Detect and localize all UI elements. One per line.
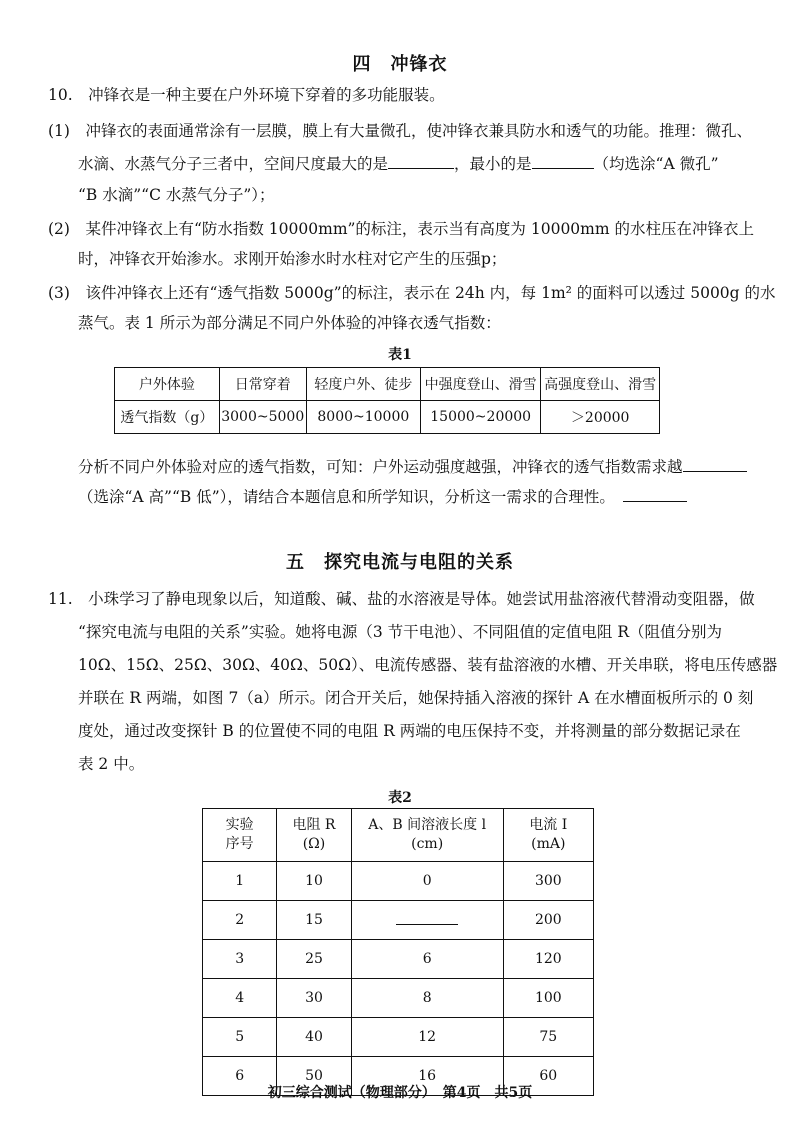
table2-cell: 200 [503, 901, 593, 940]
q11-line2: “探究电流与电阻的关系”实验。她将电源（3 节干电池）、不同阻值的定值电阻 R（阻值分别为 [78, 623, 722, 641]
table-row [203, 1018, 594, 1057]
q11-line5: 度处，通过改变探针 B 的位置使不同的电阻 R 两端的电压保持不变，并将测量的部分数据记录在 [78, 722, 741, 740]
table2-cell: 15 [277, 901, 351, 940]
table2-cell: 10 [277, 862, 351, 901]
table2-cell: 2 [203, 901, 277, 940]
q11-line6: 表 2 中。 [78, 755, 145, 773]
table2-cell: 100 [503, 979, 593, 1018]
q10-part3-line2: 蒸气。表 1 所示为部分满足不同户外体验的冲锋衣透气指数： [78, 314, 501, 332]
table2-cell: 75 [503, 1018, 593, 1057]
table2-cell-blank[interactable] [351, 901, 503, 940]
table-row [203, 940, 594, 979]
answer-blank-length[interactable] [396, 912, 458, 925]
table2-header-row [203, 809, 594, 862]
table1-cell: 15000~20000 [420, 401, 540, 434]
table2-caption: 表2 [388, 790, 412, 806]
table1-header-cell: 轻度户外、徒步 [306, 368, 420, 401]
q10-part3-line1: (3) 该件冲锋衣上还有“透气指数 5000g”的标注，表示在 24h 内，每 1m² 的面料可以透过 5000g 的水 [48, 284, 776, 302]
table2 [202, 808, 594, 1096]
table-row [203, 979, 594, 1018]
table1-cell: ＞20000 [541, 401, 660, 434]
table2-cell: 4 [203, 979, 277, 1018]
table2-cell: 25 [277, 940, 351, 979]
table-row [203, 901, 594, 940]
q10-part1-text-b: ，最小的是 [454, 155, 532, 173]
answer-blank-demand[interactable] [683, 455, 747, 472]
q10-part2-line1: (2) 某件冲锋衣上有“防水指数 10000mm”的标注，表示当有高度为 10000mm 的水柱压在冲锋衣上 [48, 220, 754, 238]
table2-cell: 40 [277, 1018, 351, 1057]
table2-cell: 5 [203, 1018, 277, 1057]
q10-analysis-line1 [78, 455, 747, 478]
table1-header-cell: 中强度登山、滑雪 [420, 368, 540, 401]
table2-cell: 30 [277, 979, 351, 1018]
table2-cell: 3 [203, 940, 277, 979]
table2-cell: 50 [277, 1057, 351, 1096]
q10-intro: 10. 冲锋衣是一种主要在户外环境下穿着的多功能服装。 [48, 86, 445, 104]
q10-part2-line2: 时，冲锋衣开始渗水。求刚开始渗水时水柱对它产生的压强p； [78, 250, 507, 268]
table1-header-cell: 日常穿着 [219, 368, 306, 401]
table2-header-resistance: 电阻 R (Ω) [277, 809, 351, 862]
table1-header-cell: 户外体验 [115, 368, 220, 401]
q11-line1: 11. 小珠学习了静电现象以后，知道酸、碱、盐的水溶液是导体。她尝试用盐溶液代替滑动变阻器，做 [48, 590, 755, 608]
q10-part1-text-c: （均选涂“A 微孔” [593, 155, 719, 173]
q10-part1-text-a: 水滴、水蒸气分子三者中，空间尺度最大的是 [78, 155, 389, 173]
table2-cell: 8 [351, 979, 503, 1018]
q10-part1-line3: “B 水滴”“C 水蒸气分子”）； [78, 186, 275, 204]
table1-header-cell: 高强度登山、滑雪 [541, 368, 660, 401]
table2-cell: 1 [203, 862, 277, 901]
q10-part1-line1: (1) 冲锋衣的表面通常涂有一层膜，膜上有大量微孔，使冲锋衣兼具防水和透气的功能。推理：微孔、 [48, 122, 752, 140]
table1-cell: 8000~10000 [306, 401, 420, 434]
answer-blank-smallest[interactable] [532, 152, 594, 169]
table1-cell: 透气指数（g） [115, 401, 220, 434]
table2-cell: 16 [351, 1057, 503, 1096]
answer-blank-reasoning[interactable] [623, 485, 687, 502]
table1-header-row [115, 368, 660, 401]
table2-header-length: A、B 间溶液长度 l (cm) [351, 809, 503, 862]
table2-cell: 300 [503, 862, 593, 901]
q10-part1-line2 [78, 152, 719, 175]
q11-line3: 10Ω、15Ω、25Ω、30Ω、40Ω、50Ω）、电流传感器、装有盐溶液的水槽、开关串联，将电压传感器 [78, 656, 778, 674]
table2-header-current: 电流 I (mA) [503, 809, 593, 862]
q10-analysis-text-2: （选涂“A 高”“B 低”），请结合本题信息和所学知识，分析这一需求的合理性。 [78, 488, 615, 506]
table1 [114, 367, 660, 434]
q10-analysis-text: 分析不同户外体验对应的透气指数，可知：户外运动强度越强，冲锋衣的透气指数需求越 [78, 458, 683, 476]
table-row [203, 862, 594, 901]
section-4-title: 四 冲锋衣 [352, 54, 448, 75]
table1-data-row [115, 401, 660, 434]
q11-line4: 并联在 R 两端，如图 7（a）所示。闭合开关后，她保持插入溶液的探针 A 在水槽面板所示的 0 刻 [78, 689, 754, 707]
table2-cell: 12 [351, 1018, 503, 1057]
page-footer: 初三综合测试（物理部分） 第4页 共5页 [267, 1085, 533, 1101]
answer-blank-largest[interactable] [388, 152, 454, 169]
table2-header-trial: 实验 序号 [203, 809, 277, 862]
table2-cell: 6 [203, 1057, 277, 1096]
table2-cell: 60 [503, 1057, 593, 1096]
table1-caption: 表1 [388, 347, 412, 363]
table2-cell: 0 [351, 862, 503, 901]
table2-cell: 120 [503, 940, 593, 979]
q10-analysis-line2 [78, 485, 687, 508]
table1-cell: 3000~5000 [219, 401, 306, 434]
section-5-title: 五 探究电流与电阻的关系 [286, 552, 514, 573]
table2-cell: 6 [351, 940, 503, 979]
